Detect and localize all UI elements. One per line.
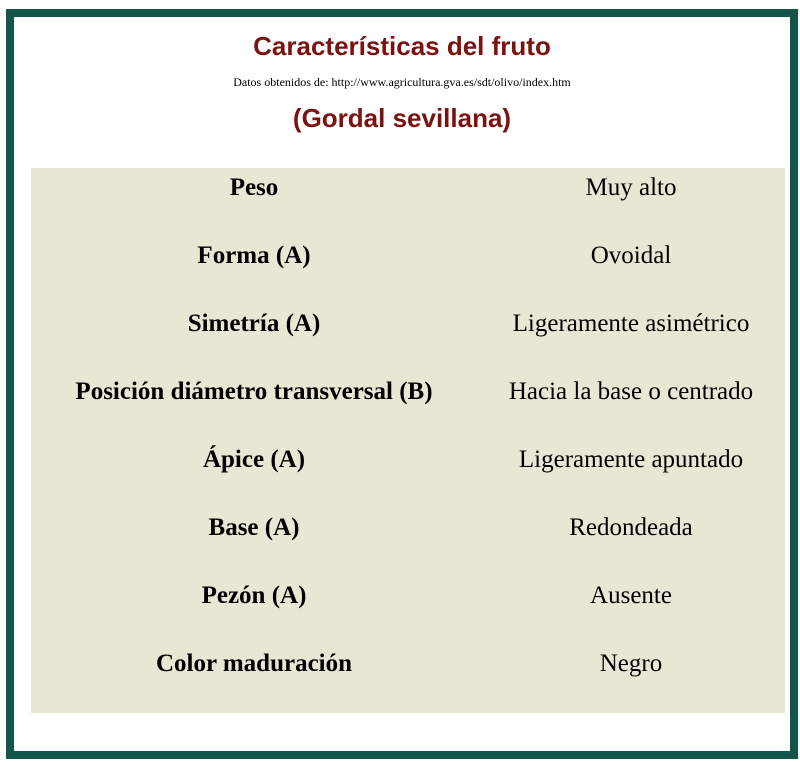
row-value: Ausente — [590, 582, 672, 609]
row-value: Ovoidal — [590, 242, 672, 269]
table-row — [31, 508, 785, 548]
row-label: Forma (A) — [197, 242, 311, 269]
row-label: Color maduración — [155, 650, 353, 677]
table-row — [31, 168, 785, 208]
table-row — [31, 304, 785, 344]
page-title: Características del fruto — [253, 31, 551, 61]
row-value: Muy alto — [585, 174, 677, 201]
table-row — [31, 372, 785, 412]
table-row — [31, 440, 785, 480]
row-value: Hacia la base o centrado — [508, 378, 754, 405]
row-value: Negro — [599, 650, 663, 677]
row-label: Simetría (A) — [187, 310, 321, 337]
row-value: Redondeada — [569, 514, 693, 541]
characteristics-table — [31, 168, 785, 713]
table-row — [31, 644, 785, 684]
page-subtitle: (Gordal sevillana) — [292, 103, 512, 133]
table-row — [31, 236, 785, 276]
row-label: Base (A) — [208, 514, 300, 541]
slide-frame — [6, 9, 798, 759]
row-label: Pezón (A) — [201, 582, 307, 609]
row-value: Ligeramente apuntado — [518, 446, 744, 473]
row-label: Peso — [229, 174, 279, 201]
row-label: Ápice (A) — [202, 446, 306, 473]
row-label: Posición diámetro transversal (B) — [75, 378, 433, 405]
table-row — [31, 576, 785, 616]
row-value: Ligeramente asimétrico — [512, 310, 750, 337]
source-note: Datos obtenidos de: http://www.agricultura.gva.es/sdt/olivo/index.htm — [233, 75, 571, 89]
